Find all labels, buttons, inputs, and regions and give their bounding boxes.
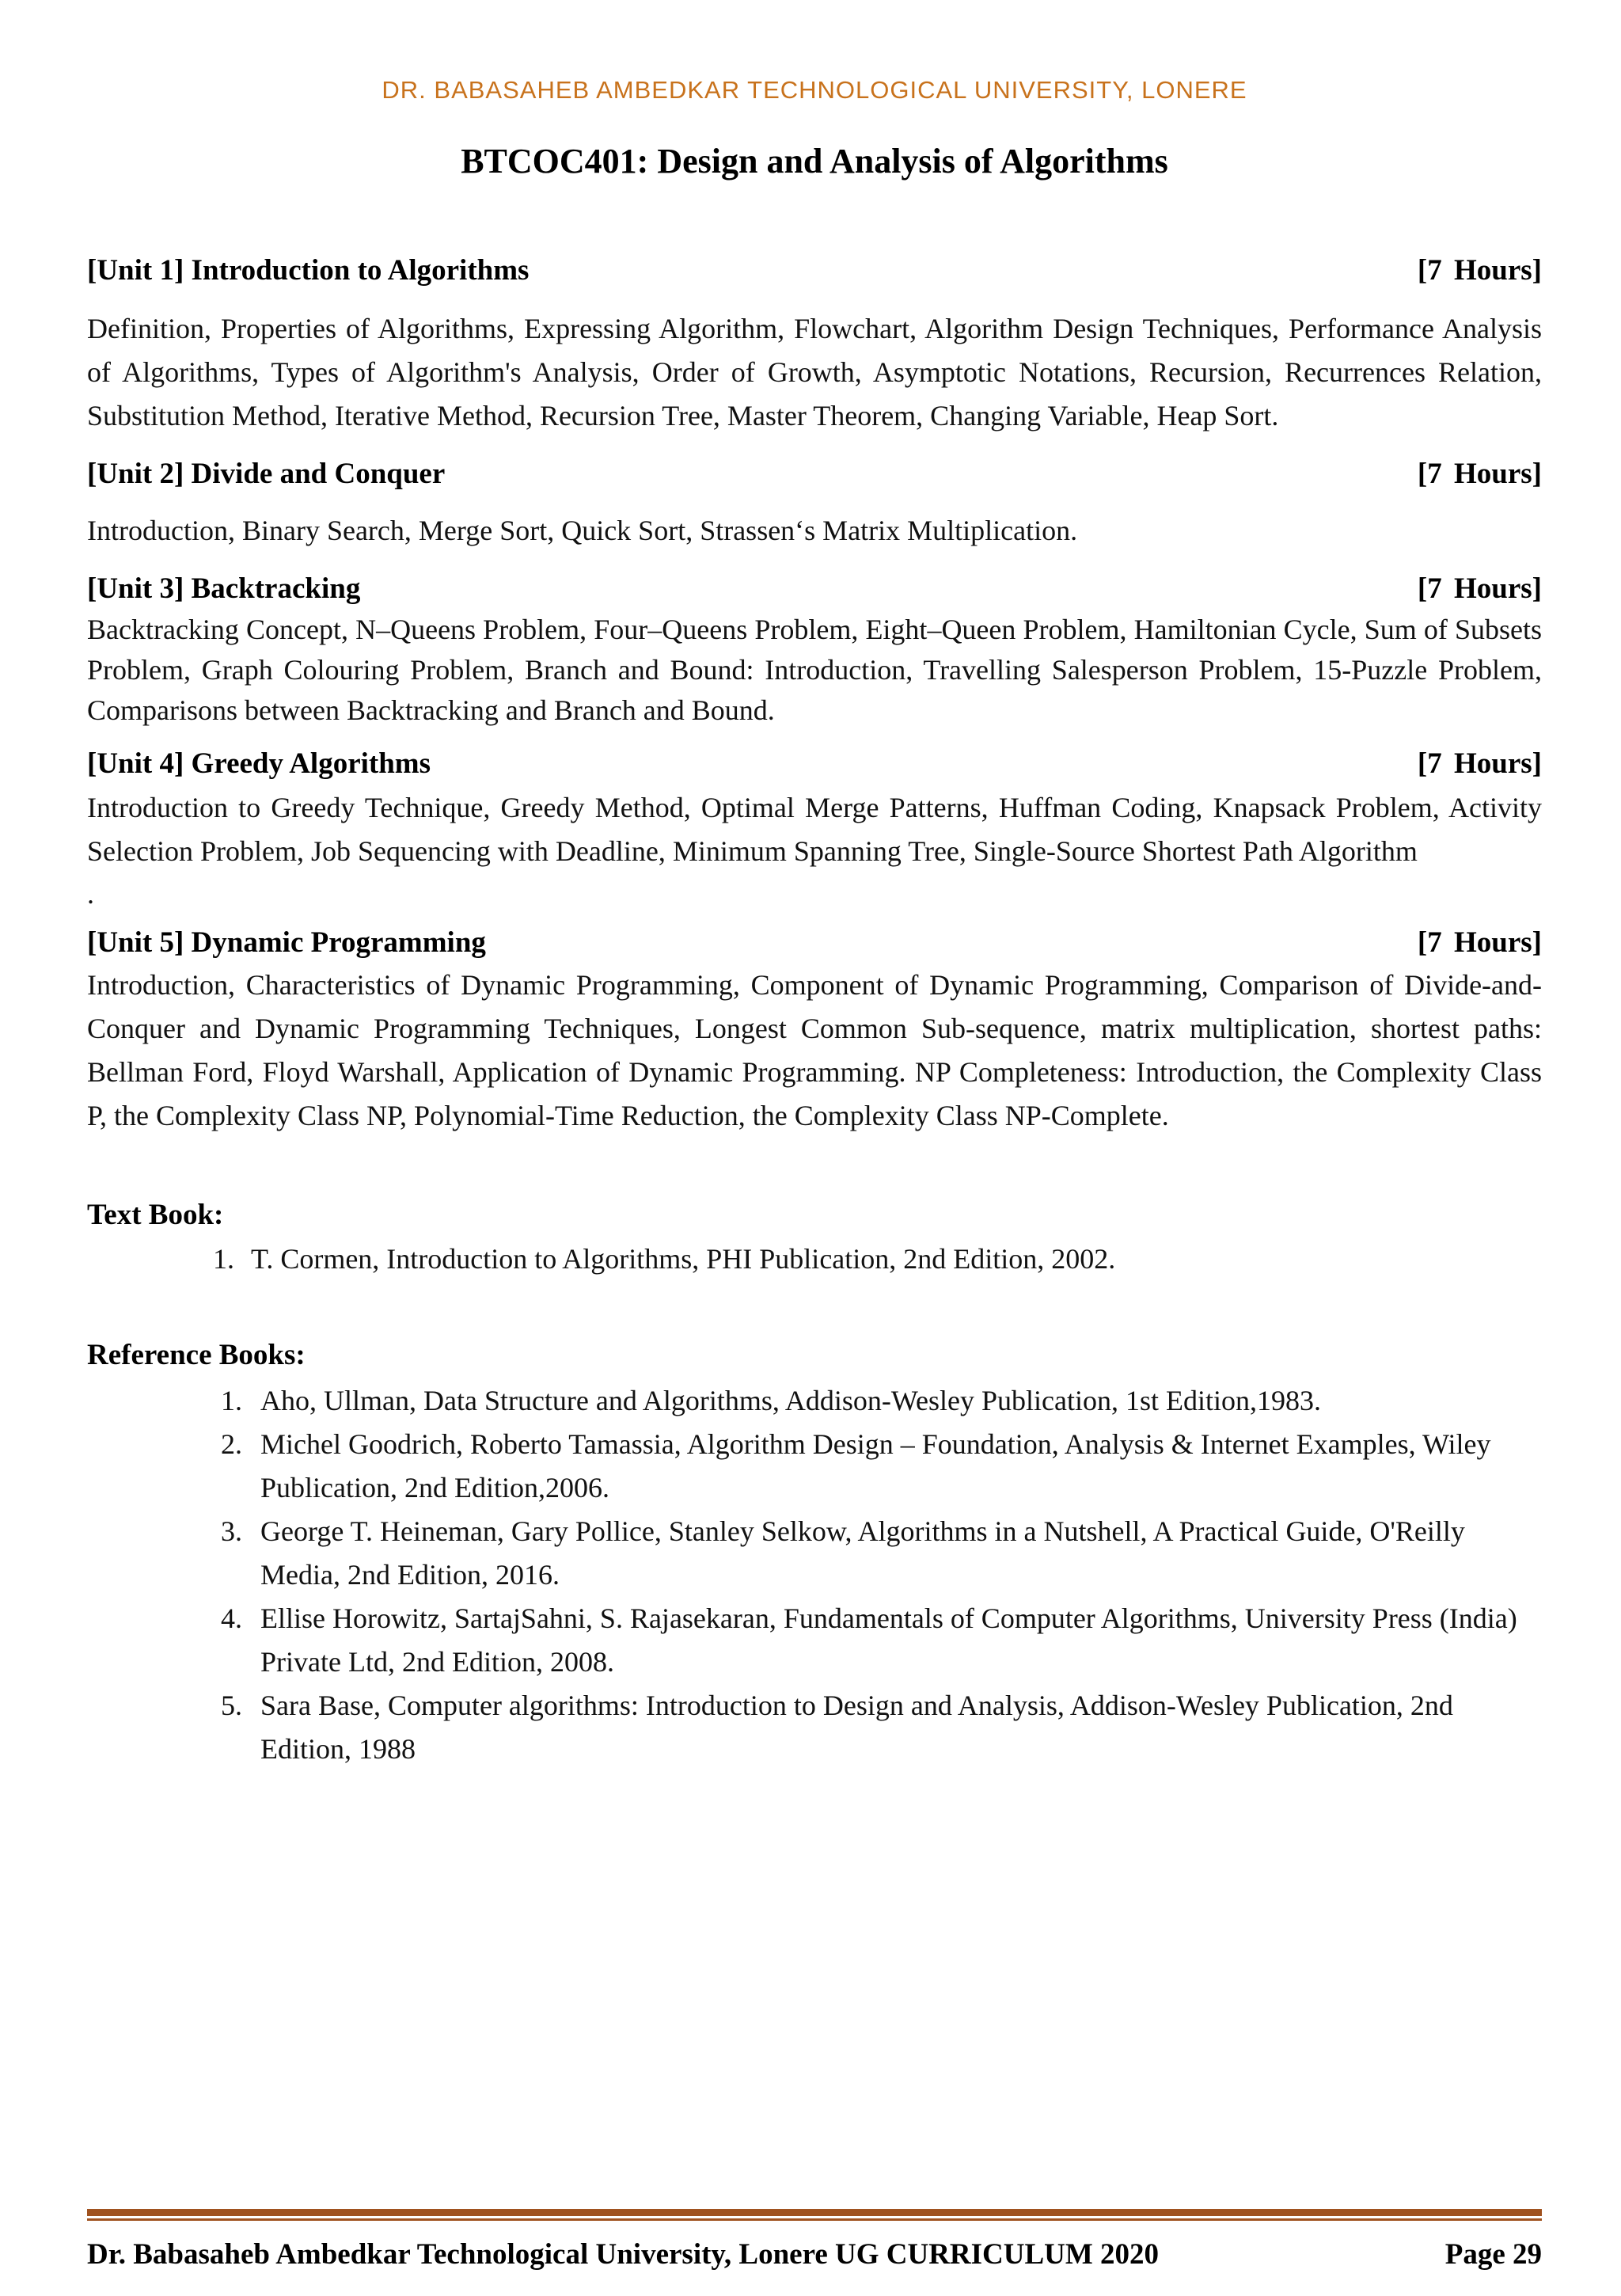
reference-books-heading: Reference Books: bbox=[87, 1339, 306, 1371]
text-book-list bbox=[87, 1237, 1542, 1281]
list-item: 2. Michel Goodrich, Roberto Tamassia, Algorithm Design – Foundation, Analysis & Internet Examples, Wiley Publication, 2nd Edition,2006. bbox=[249, 1423, 1542, 1510]
university-header: DR. BABASAHEB AMBEDKAR TECHNOLOGICAL UNIVERSITY, LONERE bbox=[382, 76, 1247, 104]
unit-3 bbox=[87, 570, 1542, 731]
unit-5 bbox=[87, 924, 1542, 1138]
footer-rule bbox=[87, 2209, 1542, 2216]
unit-heading bbox=[87, 924, 1542, 962]
unit-hours: [7 Hours] bbox=[1417, 572, 1542, 605]
unit-title: [Unit 5] Dynamic Programming bbox=[87, 926, 486, 959]
syllabus-content bbox=[87, 252, 1542, 1771]
text-book-section bbox=[87, 1196, 1542, 1281]
list-item: 1. T. Cormen, Introduction to Algorithms, PHI Publication, 2nd Edition, 2002. bbox=[241, 1237, 1542, 1281]
document-page bbox=[87, 0, 1542, 2296]
list-item: 5. Sara Base, Computer algorithms: Introduction to Design and Analysis, Addison-Wesley Publication, 2nd Edition, 1988 bbox=[249, 1684, 1542, 1771]
unit-hours: [7 Hours] bbox=[1417, 926, 1542, 959]
unit-hours: [7 Hours] bbox=[1417, 747, 1542, 780]
page-footer bbox=[87, 2237, 1542, 2271]
unit-description: Definition, Properties of Algorithms, Expressing Algorithm, Flowchart, Algorithm Design Techniques, Performance Analysis of Algorithms, Types of Algorithm's Analysis, Order of Growth, Asymptotic Notations, Recursion, Recurrences Relation, Substitution Method, Iterative Method, Recursion Tree, Master Theorem, Changing Variable, Heap Sort. bbox=[87, 313, 1542, 431]
footer-rule-thin bbox=[87, 2218, 1542, 2221]
list-item: 3. George T. Heineman, Gary Pollice, Stanley Selkow, Algorithms in a Nutshell, A Practical Guide, O'Reilly Media, 2nd Edition, 2016. bbox=[249, 1510, 1542, 1597]
unit-hours: [7 Hours] bbox=[1417, 254, 1542, 287]
unit-description: Backtracking Concept, N–Queens Problem, Four–Queens Problem, Eight–Queen Problem, Hamiltonian Cycle, Sum of Subsets Problem, Graph Colouring Problem, Branch and Bound: Introduction, Travelling Salesperson Problem, 15-Puzzle Problem, Comparisons between Backtracking and Branch and Bound. bbox=[87, 614, 1542, 726]
page-number: Page 29 bbox=[1444, 2238, 1542, 2271]
unit-heading bbox=[87, 455, 1542, 493]
list-item: 4. Ellise Horowitz, SartajSahni, S. Rajasekaran, Fundamentals of Computer Algorithms, University Press (India) Private Ltd, 2nd Edition, 2008. bbox=[249, 1597, 1542, 1684]
unit-description: Introduction, Binary Search, Merge Sort, Quick Sort, Strassen‘s Matrix Multiplication. bbox=[87, 515, 1078, 546]
unit-1 bbox=[87, 252, 1542, 438]
unit-2 bbox=[87, 455, 1542, 553]
unit-title: [Unit 3] Backtracking bbox=[87, 572, 361, 605]
unit-description: Introduction to Greedy Technique, Greedy Method, Optimal Merge Patterns, Huffman Coding, Knapsack Problem, Activity Selection Problem, Job Sequencing with Deadline, Minimum Spanning Tree, Single-Source Shortest Path Algorithm bbox=[87, 792, 1542, 867]
unit-heading bbox=[87, 252, 1542, 290]
unit-heading bbox=[87, 570, 1542, 608]
unit-title: [Unit 1] Introduction to Algorithms bbox=[87, 254, 530, 287]
unit-description: Introduction, Characteristics of Dynamic Programming, Component of Dynamic Programming, Comparison of Divide-and-Conquer and Dynamic Programming Techniques, Longest Common Sub-sequence, matrix multiplication, shortest paths: Bellman Ford, Floyd Warshall, Application of Dynamic Programming. NP Completeness: Introduction, the Complexity Class P, the Complexity Class NP, Polynomial-Time Reduction, the Complexity Class NP-Complete. bbox=[87, 969, 1542, 1131]
course-title: BTCOC401: Design and Analysis of Algorithms bbox=[461, 142, 1168, 181]
unit-heading bbox=[87, 745, 1542, 783]
reference-books-list bbox=[87, 1379, 1542, 1771]
reference-books-section bbox=[87, 1336, 1542, 1771]
unit-title: [Unit 4] Greedy Algorithms bbox=[87, 747, 431, 780]
unit-hours: [7 Hours] bbox=[1417, 458, 1542, 490]
text-book-heading: Text Book: bbox=[87, 1199, 224, 1231]
stray-dot: . bbox=[87, 878, 94, 910]
unit-title: [Unit 2] Divide and Conquer bbox=[87, 458, 446, 490]
list-item: 1. Aho, Ullman, Data Structure and Algorithms, Addison-Wesley Publication, 1st Edition,1983. bbox=[249, 1379, 1542, 1423]
unit-4 bbox=[87, 745, 1542, 873]
footer-title: Dr. Babasaheb Ambedkar Technological University, Lonere UG CURRICULUM 2020 bbox=[87, 2238, 1160, 2271]
